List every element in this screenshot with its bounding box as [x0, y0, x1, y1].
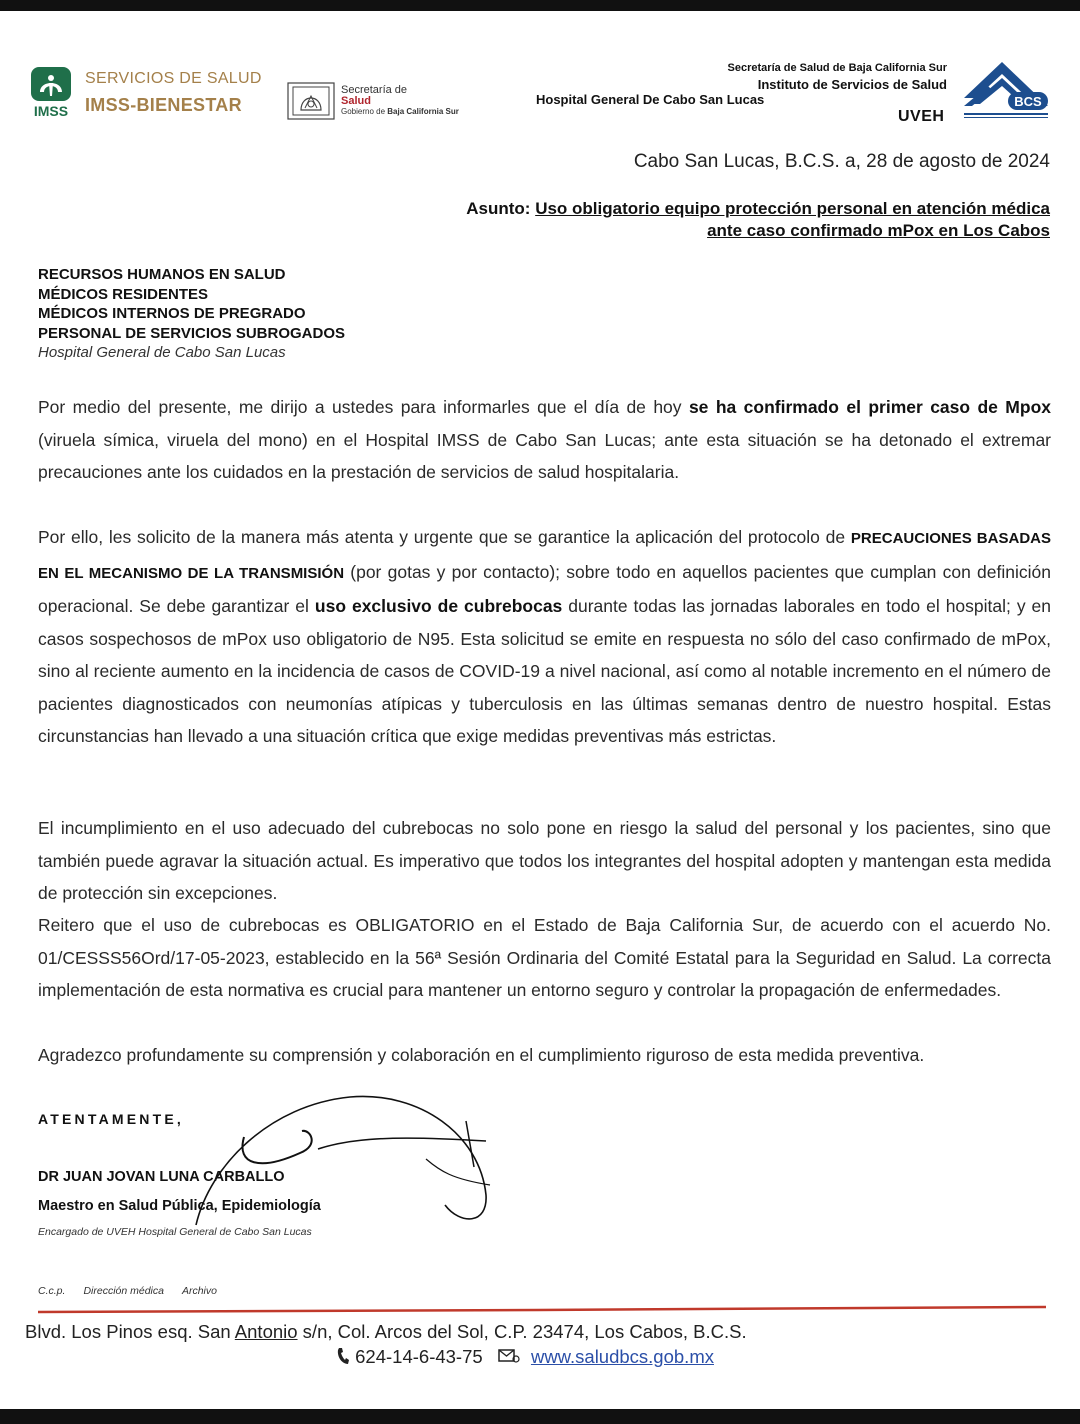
bcs-government-seal	[287, 82, 335, 120]
body-paragraph-1: Por medio del presente, me dirijo a ustedes para informarles que el día de hoy se ha confirmado el primer caso de Mpox (viruela símica, viruela del mono) en el Hospital IMSS de Cabo San Lucas; ante esta situación se ha detonado el extremar precauciones ante los cuidados en la prestación de servicios de salud hospitalaria.	[38, 397, 1051, 482]
secretaria-line2: Salud	[341, 95, 371, 107]
ccp-line	[38, 1285, 235, 1297]
body-paragraph-5: Agradezco profundamente su comprensión y colaboración en el cumplimiento riguroso de esta medida preventiva.	[38, 1045, 925, 1065]
subject-line2: ante caso confirmado mPox en Los Cabos	[707, 221, 1050, 240]
header-secretaria-bcs: Secretaría de Salud de Baja California Sur	[727, 62, 947, 74]
body-paragraph-2: Por ello, les solicito de la manera más atenta y urgente que se garantice la aplicación del protocolo de PRECAUCIONES BASADAS EN EL MECANISMO DE LA TRANSMISIÓN (por gotas y por contacto); sobre todo en aquellos pacientes que cumplan con definición operacional. Se debe garantizar el uso exclusivo de cubrebocas durante todas las jornadas laborales en todo el hospital; y en casos sospechosos de mPox uso obligatorio de N95. Esta solicitud se emite en respuesta no sólo del caso confirmado de mPox, sino al reciente aumento en la incidencia de casos de COVID-19 a nivel nacional, así como al notable incremento en el número de pacientes diagnosticados con neumonías atípicas y tuberculosis en las últimas semanas dentro de nuestro hospital. Estas circunstancias han llevado a una situación crítica que exige medidas preventivas más estrictas.	[38, 527, 1051, 746]
addressee-1: RECURSOS HUMANOS EN SALUD	[38, 266, 286, 283]
ccp-item-2: Archivo	[181, 1285, 217, 1297]
addressee-place: Hospital General de Cabo San Lucas	[38, 344, 286, 361]
header-instituto: Instituto de Servicios de Salud	[757, 77, 947, 92]
footer-website-link[interactable]: www.saludbcs.gob.mx	[530, 1346, 714, 1367]
bcs-institute-logo	[962, 60, 1050, 120]
secretaria-line3: Gobierno de Baja California Sur	[341, 107, 459, 116]
document-date: Cabo San Lucas, B.C.S. a, 28 de agosto de 2024	[633, 151, 1050, 172]
footer-contact	[336, 1346, 714, 1370]
imss-line2: IMSS-BIENESTAR	[85, 95, 242, 115]
subject-line1: Uso obligatorio equipo protección personal en atención médica	[535, 199, 1050, 218]
addressee-3: MÉDICOS INTERNOS DE PREGRADO	[38, 305, 306, 322]
handwritten-signature	[190, 1075, 500, 1245]
imss-eagle-logo	[28, 66, 74, 118]
body-paragraph-4: Reitero que el uso de cubrebocas es OBLIGATORIO en el Estado de Baja California Sur, de acuerdo con el acuerdo No. 01/CESSS56Ord/17-05-2023, establecido en la 56ª Sesión Ordinaria del Comité Estatal para la Seguridad en Salud. La correcta implementación de esta normativa es crucial para mantener un entorno seguro y controlar la propagación de enfermedades.	[38, 915, 1051, 1000]
ccp-label: C.c.p.	[38, 1285, 66, 1297]
imss-logo-text: IMSS	[33, 103, 69, 118]
secretaria-line1: Secretaría de	[341, 84, 408, 96]
footer-phone: 624-14-6-43-75	[355, 1346, 483, 1367]
addressee-4: PERSONAL DE SERVICIOS SUBROGADOS	[38, 324, 346, 342]
phone-icon	[336, 1347, 350, 1370]
footer-address: Blvd. Los Pinos esq. San Antonio s/n, Col. Arcos del Sol, C.P. 23474, Los Cabos, B.C.S.	[25, 1321, 747, 1342]
body-paragraph-3: El incumplimiento en el uso adecuado del cubrebocas no solo pone en riesgo la salud del personal y los pacientes, sino que también puede agravar la situación actual. Es imperativo que todos los integrantes del hospital adopten y mantengan esta medida de protección sin excepciones.	[38, 818, 1051, 903]
closing-atentamente: ATENTAMENTE,	[38, 1111, 184, 1127]
signer-title: Maestro en Salud Pública, Epidemiología	[38, 1198, 321, 1214]
ccp-item-1: Dirección médica	[83, 1285, 164, 1297]
imss-line1: SERVICIOS DE SALUD	[85, 70, 262, 87]
top-border-bar	[0, 0, 1080, 11]
subject-block	[350, 198, 1050, 242]
addressee-block	[38, 265, 345, 363]
email-icon	[498, 1347, 520, 1369]
bottom-border-bar	[0, 1409, 1080, 1424]
addressee-2: MÉDICOS RESIDENTES	[38, 285, 209, 303]
signer-name: DR JUAN JOVAN LUNA CARBALLO	[38, 1169, 285, 1185]
footer-red-rule	[38, 1305, 1046, 1314]
signer-role: Encargado de UVEH Hospital General de Cabo San Lucas	[38, 1226, 312, 1238]
subject-label: Asunto:	[466, 199, 531, 218]
header-hospital: Hospital General De Cabo San Lucas	[536, 92, 765, 107]
bcs-logo-text: BCS	[1014, 94, 1042, 109]
header-uveh: UVEH	[898, 108, 945, 125]
